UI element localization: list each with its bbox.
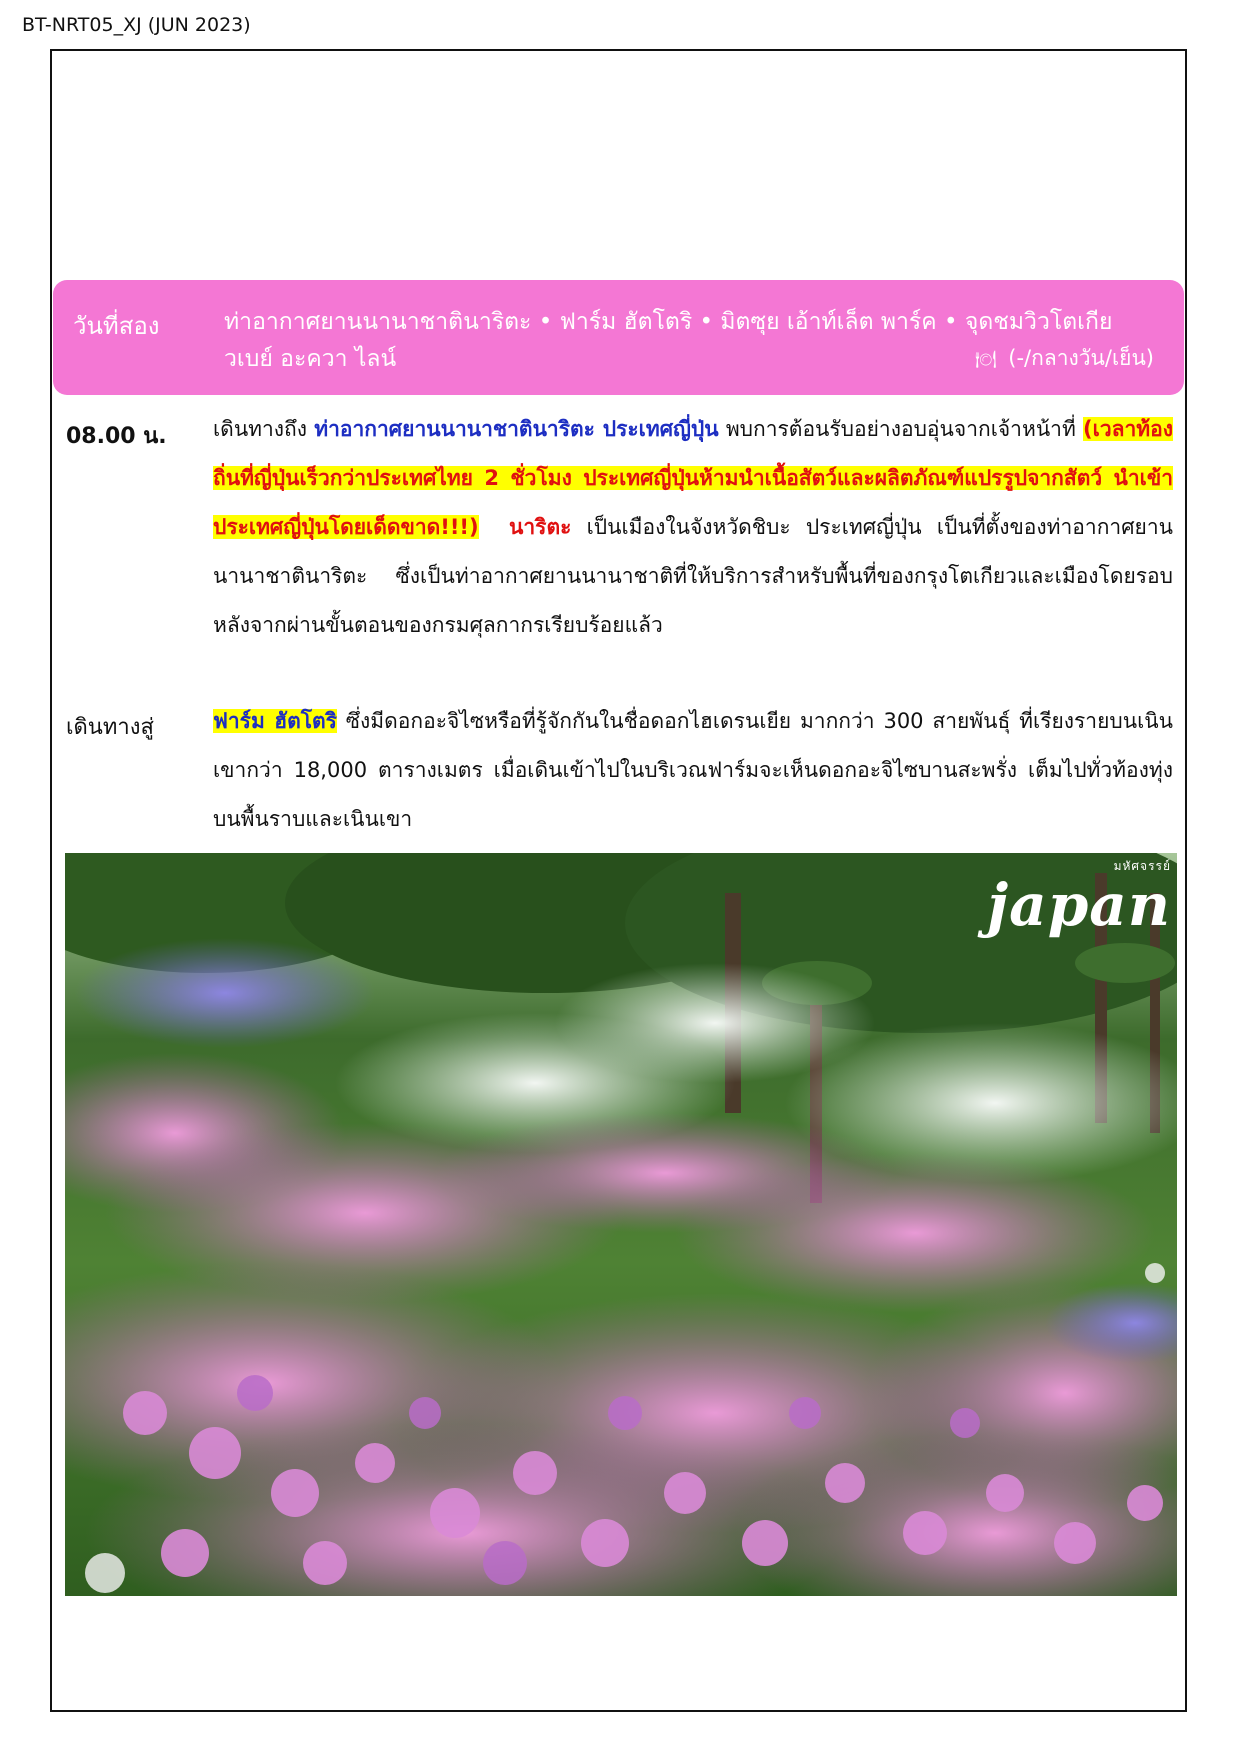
import-notice: (เวลาท้องถิ่นที่ญี่ปุ่นเร็วกว่าประเทศไทย 2 ชั่วโมง ประเทศญี่ปุ่นห้ามนำเนื้อสัตว์และผลิตภัณฑ์แปรรูปจากสัตว์ นำเข้าประเทศญี่ปุ่นโดยเด็ดขาด!!!)	[213, 417, 1173, 539]
hydrangea-farm-photo	[65, 853, 1177, 1596]
city-name: นาริตะ	[509, 515, 572, 539]
watermark-big-text: japan	[987, 871, 1171, 939]
day-banner	[53, 280, 1184, 395]
meals-text: (-/กลางวัน/เย็น)	[1008, 346, 1154, 370]
farm-description: ซึ่งมีดอกอะจิไซหรือที่รู้จักกันในชื่อดอกไฮเดรนเยีย มากกว่า 300 สายพันธุ์ ที่เรียงรายบนเนินเขากว่า 18,000 ตารางเมตร เมื่อเดินเข้าไปในบริเวณฟาร์มจะเห็นดอกอะจิไซบานสะพรั่ง เต็มไปทั่วท้องทุ่งบนพื้นราบและเนินเขา	[213, 709, 1173, 831]
japan-watermark	[987, 857, 1171, 939]
city-description: เป็นเมืองในจังหวัดชิบะ ประเทศญี่ปุ่น เป็นที่ตั้งของท่าอากาศยานนานาชาตินาริตะ ซึ่งเป็นท่าอากาศยานนานาชาติที่ให้บริการสำหรับพื้นที่ของกรุงโตเกียวและเมืองโดยรอบ หลังจากผ่านขั้นตอนของกรมศุลกากรเรียบร้อยแล้ว	[213, 515, 1174, 637]
day-label: วันที่สอง	[73, 312, 160, 340]
entry-label: เดินทางสู่	[66, 715, 154, 740]
entry-time: 08.00 น.	[66, 424, 167, 449]
farm-name: ฟาร์ม ฮัตโตริ	[213, 709, 337, 733]
plate-icon: 🍽	[974, 350, 997, 370]
day-title: ท่าอากาศยานนานาชาตินาริตะ • ฟาร์ม ฮัตโตริ • มิตซุย เอ้าท์เล็ต พาร์ค • จุดชมวิวโตเกียวเบย์ อะควา ไลน์	[224, 309, 1113, 372]
entry-description-farm	[213, 697, 1173, 844]
airport-name: ท่าอากาศยานนานาชาตินาริตะ ประเทศญี่ปุ่น	[314, 417, 719, 441]
document-code: BT-NRT05_XJ (JUN 2023)	[22, 14, 251, 36]
meals-info	[975, 342, 1154, 375]
watermark-small-text: มหัศจรรย์	[1113, 859, 1171, 873]
arrival-text-b: พบการต้อนรับอย่างอบอุ่นจากเจ้าหน้าที่	[718, 417, 1084, 441]
arrival-text-a: เดินทางถึง	[213, 417, 315, 441]
entry-description-arrival	[213, 405, 1173, 650]
